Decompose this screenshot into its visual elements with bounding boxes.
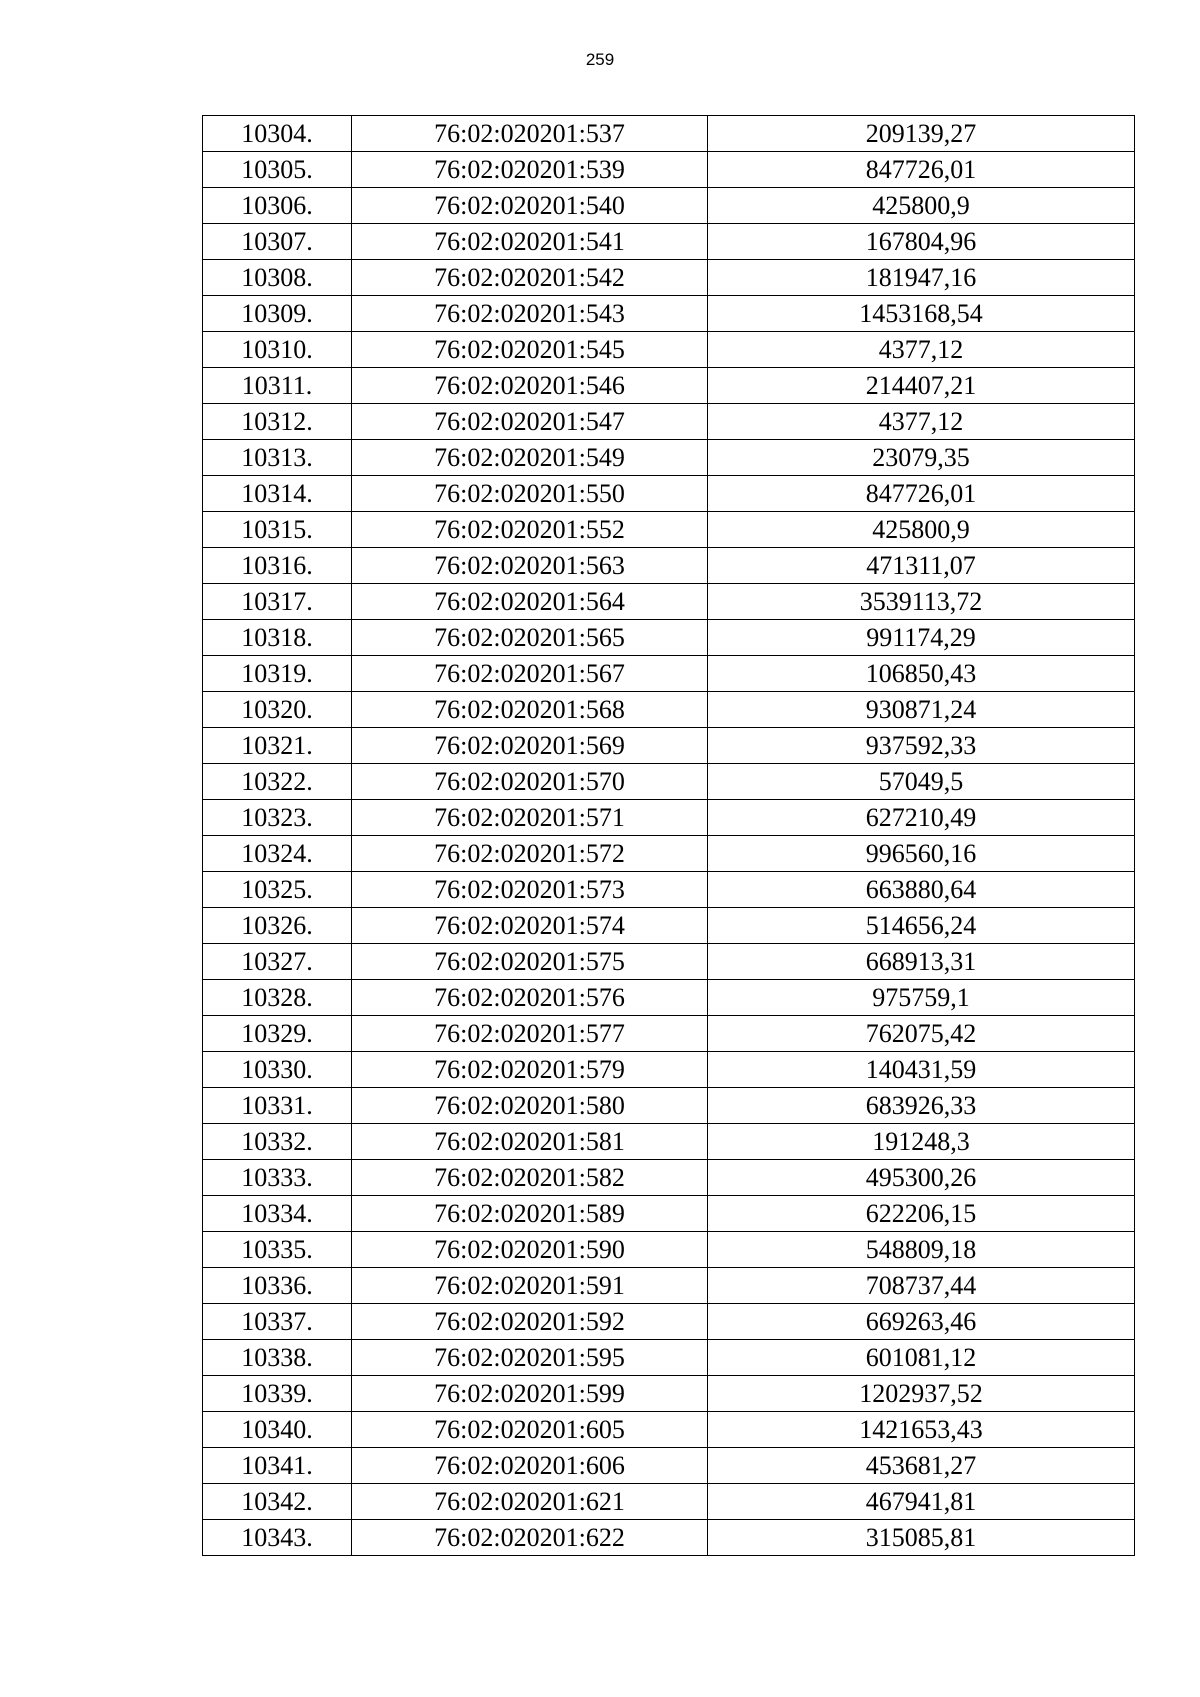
cadastral-number-cell: 76:02:020201:579 [352,1052,708,1088]
cadastral-value-cell: 453681,27 [708,1448,1135,1484]
cadastral-value-cell: 762075,42 [708,1016,1135,1052]
cadastral-number-cell: 76:02:020201:582 [352,1160,708,1196]
row-number-cell: 10331. [203,1088,352,1124]
cadastral-number-cell: 76:02:020201:552 [352,512,708,548]
cadastral-number-cell: 76:02:020201:547 [352,404,708,440]
cadastral-value-cell: 930871,24 [708,692,1135,728]
table-row [203,620,1135,656]
cadastral-number-cell: 76:02:020201:564 [352,584,708,620]
cadastral-number-cell: 76:02:020201:573 [352,872,708,908]
cadastral-number-cell: 76:02:020201:550 [352,476,708,512]
table-row [203,944,1135,980]
row-number-cell: 10333. [203,1160,352,1196]
cadastral-number-cell: 76:02:020201:591 [352,1268,708,1304]
cadastral-value-cell: 495300,26 [708,1160,1135,1196]
row-number-cell: 10313. [203,440,352,476]
table-row [203,1160,1135,1196]
row-number-cell: 10335. [203,1232,352,1268]
cadastral-value-cell: 106850,43 [708,656,1135,692]
cadastral-number-cell: 76:02:020201:537 [352,116,708,152]
cadastral-number-cell: 76:02:020201:595 [352,1340,708,1376]
cadastral-value-cell: 1453168,54 [708,296,1135,332]
row-number-cell: 10314. [203,476,352,512]
table-row [203,224,1135,260]
row-number-cell: 10339. [203,1376,352,1412]
cadastral-number-cell: 76:02:020201:549 [352,440,708,476]
cadastral-value-cell: 57049,5 [708,764,1135,800]
cadastral-value-cell: 708737,44 [708,1268,1135,1304]
cadastral-value-cell: 622206,15 [708,1196,1135,1232]
table-row [203,1268,1135,1304]
cadastral-number-cell: 76:02:020201:540 [352,188,708,224]
cadastral-number-cell: 76:02:020201:577 [352,1016,708,1052]
cadastral-number-cell: 76:02:020201:606 [352,1448,708,1484]
table-row [203,800,1135,836]
cadastral-value-cell: 663880,64 [708,872,1135,908]
cadastral-value-cell: 548809,18 [708,1232,1135,1268]
row-number-cell: 10336. [203,1268,352,1304]
cadastral-value-cell: 467941,81 [708,1484,1135,1520]
page-number: 259 [585,50,615,69]
table-row [203,1376,1135,1412]
table-row [203,728,1135,764]
row-number-cell: 10318. [203,620,352,656]
row-number-cell: 10321. [203,728,352,764]
table-row [203,1088,1135,1124]
row-number-cell: 10304. [203,116,352,152]
cadastral-value-cell: 847726,01 [708,476,1135,512]
cadastral-value-cell: 975759,1 [708,980,1135,1016]
row-number-cell: 10342. [203,1484,352,1520]
table-body [203,116,1135,1556]
table-row [203,1124,1135,1160]
table-row [203,296,1135,332]
cadastral-number-cell: 76:02:020201:621 [352,1484,708,1520]
row-number-cell: 10317. [203,584,352,620]
table-row [203,1448,1135,1484]
cadastral-value-cell: 601081,12 [708,1340,1135,1376]
table-row [203,1340,1135,1376]
row-number-cell: 10307. [203,224,352,260]
cadastral-number-cell: 76:02:020201:570 [352,764,708,800]
cadastral-number-cell: 76:02:020201:542 [352,260,708,296]
cadastral-value-cell: 668913,31 [708,944,1135,980]
cadastral-value-cell: 937592,33 [708,728,1135,764]
table-row [203,476,1135,512]
table-row [203,1520,1135,1556]
table-row [203,188,1135,224]
row-number-cell: 10316. [203,548,352,584]
row-number-cell: 10338. [203,1340,352,1376]
cadastral-value-cell: 3539113,72 [708,584,1135,620]
table-row [203,980,1135,1016]
row-number-cell: 10319. [203,656,352,692]
row-number-cell: 10343. [203,1520,352,1556]
row-number-cell: 10326. [203,908,352,944]
cadastral-value-cell: 514656,24 [708,908,1135,944]
cadastral-number-cell: 76:02:020201:563 [352,548,708,584]
row-number-cell: 10341. [203,1448,352,1484]
table-row [203,116,1135,152]
row-number-cell: 10328. [203,980,352,1016]
table-row [203,332,1135,368]
cadastral-number-cell: 76:02:020201:581 [352,1124,708,1160]
table-row [203,908,1135,944]
row-number-cell: 10310. [203,332,352,368]
cadastral-value-cell: 425800,9 [708,512,1135,548]
table-row [203,1196,1135,1232]
cadastral-value-cell: 181947,16 [708,260,1135,296]
table-row [203,584,1135,620]
table-row [203,368,1135,404]
row-number-cell: 10320. [203,692,352,728]
cadastral-value-cell: 1421653,43 [708,1412,1135,1448]
cadastral-number-cell: 76:02:020201:592 [352,1304,708,1340]
row-number-cell: 10308. [203,260,352,296]
cadastral-value-cell: 683926,33 [708,1088,1135,1124]
cadastral-number-cell: 76:02:020201:580 [352,1088,708,1124]
row-number-cell: 10322. [203,764,352,800]
row-number-cell: 10327. [203,944,352,980]
row-number-cell: 10305. [203,152,352,188]
row-number-cell: 10325. [203,872,352,908]
cadastral-value-cell: 209139,27 [708,116,1135,152]
cadastral-number-cell: 76:02:020201:574 [352,908,708,944]
cadastral-value-cell: 991174,29 [708,620,1135,656]
row-number-cell: 10315. [203,512,352,548]
cadastral-value-cell: 4377,12 [708,332,1135,368]
cadastral-number-cell: 76:02:020201:590 [352,1232,708,1268]
table-row [203,872,1135,908]
table-row [203,1052,1135,1088]
cadastral-number-cell: 76:02:020201:571 [352,800,708,836]
cadastral-number-cell: 76:02:020201:545 [352,332,708,368]
cadastral-number-cell: 76:02:020201:543 [352,296,708,332]
cadastral-value-cell: 996560,16 [708,836,1135,872]
cadastral-value-cell: 669263,46 [708,1304,1135,1340]
table-row [203,548,1135,584]
table-row [203,836,1135,872]
cadastral-number-cell: 76:02:020201:599 [352,1376,708,1412]
cadastral-number-cell: 76:02:020201:568 [352,692,708,728]
table-row [203,1412,1135,1448]
cadastral-number-cell: 76:02:020201:576 [352,980,708,1016]
table-row [203,1304,1135,1340]
cadastral-number-cell: 76:02:020201:622 [352,1520,708,1556]
cadastral-value-cell: 847726,01 [708,152,1135,188]
row-number-cell: 10309. [203,296,352,332]
table-row [203,1016,1135,1052]
cadastral-number-cell: 76:02:020201:541 [352,224,708,260]
table-row [203,692,1135,728]
cadastral-value-cell: 1202937,52 [708,1376,1135,1412]
row-number-cell: 10332. [203,1124,352,1160]
cadastral-value-cell: 4377,12 [708,404,1135,440]
cadastral-value-cell: 23079,35 [708,440,1135,476]
cadastral-value-cell: 471311,07 [708,548,1135,584]
cadastral-number-cell: 76:02:020201:569 [352,728,708,764]
table-row [203,656,1135,692]
cadastral-number-cell: 76:02:020201:605 [352,1412,708,1448]
table-row [203,1484,1135,1520]
cadastral-number-cell: 76:02:020201:575 [352,944,708,980]
row-number-cell: 10323. [203,800,352,836]
cadastral-value-cell: 191248,3 [708,1124,1135,1160]
cadastral-number-cell: 76:02:020201:567 [352,656,708,692]
cadastral-value-cell: 167804,96 [708,224,1135,260]
cadastral-value-table [202,115,1135,1556]
table-row [203,440,1135,476]
cadastral-value-cell: 315085,81 [708,1520,1135,1556]
table-row [203,404,1135,440]
table-row [203,260,1135,296]
cadastral-number-cell: 76:02:020201:572 [352,836,708,872]
cadastral-value-cell: 140431,59 [708,1052,1135,1088]
row-number-cell: 10340. [203,1412,352,1448]
cadastral-number-cell: 76:02:020201:565 [352,620,708,656]
cadastral-number-cell: 76:02:020201:546 [352,368,708,404]
cadastral-value-cell: 214407,21 [708,368,1135,404]
row-number-cell: 10330. [203,1052,352,1088]
row-number-cell: 10334. [203,1196,352,1232]
row-number-cell: 10311. [203,368,352,404]
cadastral-number-cell: 76:02:020201:539 [352,152,708,188]
cadastral-value-cell: 627210,49 [708,800,1135,836]
cadastral-value-cell: 425800,9 [708,188,1135,224]
row-number-cell: 10312. [203,404,352,440]
row-number-cell: 10329. [203,1016,352,1052]
table-row [203,512,1135,548]
row-number-cell: 10324. [203,836,352,872]
table-row [203,1232,1135,1268]
cadastral-number-cell: 76:02:020201:589 [352,1196,708,1232]
table-row [203,152,1135,188]
row-number-cell: 10337. [203,1304,352,1340]
table-row [203,764,1135,800]
row-number-cell: 10306. [203,188,352,224]
